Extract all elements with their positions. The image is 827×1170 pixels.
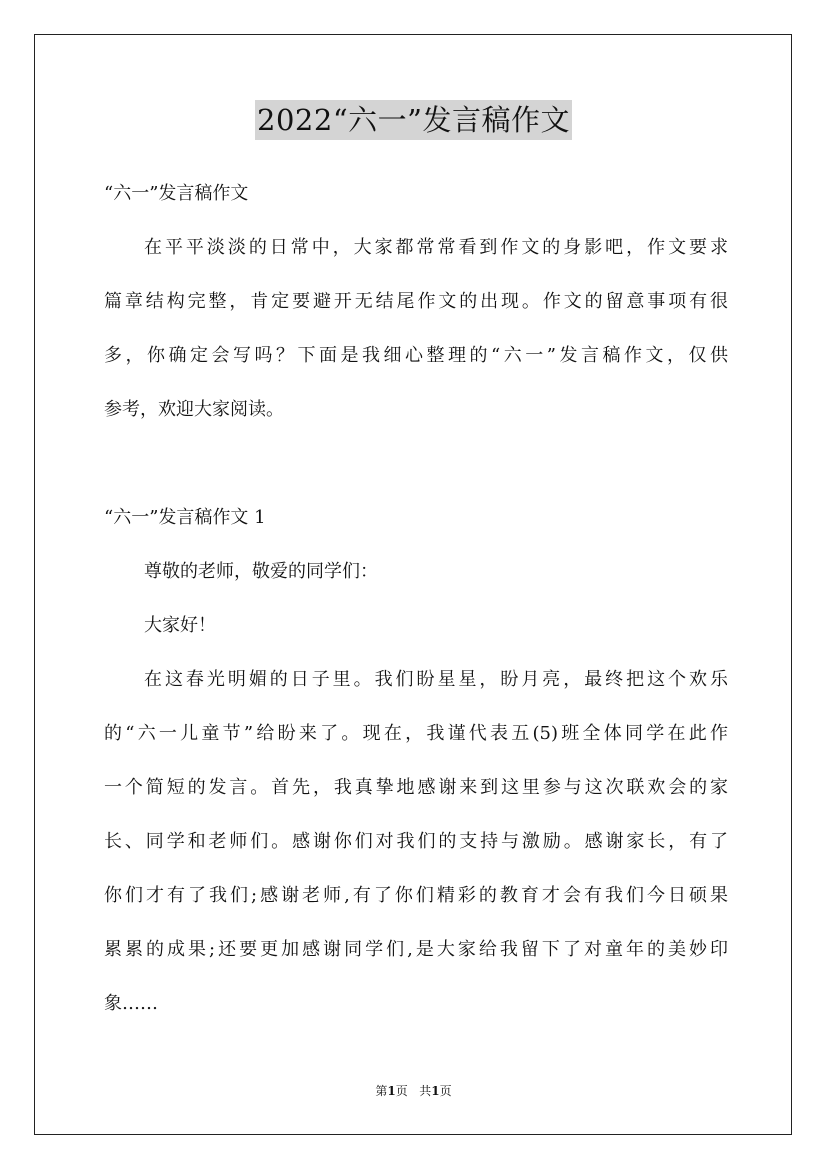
document-title: 2022“六一”发言稿作文 — [255, 100, 572, 140]
body-line-1: 在这春光明媚的日子里。我们盼星星，盼月亮，最终把这个欢乐 — [144, 669, 728, 690]
greeting: 大家好！ — [144, 615, 216, 636]
body-line-7: 象…… — [104, 993, 158, 1014]
page-number: 1 — [387, 1084, 396, 1098]
salutation: 尊敬的老师，敬爱的同学们： — [144, 561, 378, 582]
section-heading: “六一”发言稿作文 1 — [104, 507, 266, 528]
intro-line-1: 在平平淡淡的日常中，大家都常常看到作文的身影吧，作文要求 — [144, 237, 728, 258]
total-prefix: 共 — [419, 1084, 432, 1098]
body-line-6: 累累的成果;还要更加感谢同学们,是大家给我留下了对童年的美妙印 — [104, 939, 728, 960]
intro-line-2: 篇章结构完整，肯定要避开无结尾作文的出现。作文的留意事项有很 — [104, 291, 728, 312]
total-suffix: 页 — [439, 1084, 452, 1098]
total-pages: 1 — [431, 1084, 440, 1098]
body-line-5: 你们才有了我们;感谢老师,有了你们精彩的教育才会有我们今日硕果 — [104, 885, 728, 906]
body-line-4: 长、同学和老师们。感谢你们对我们的支持与激励。感谢家长，有了 — [104, 831, 728, 852]
page-suffix: 页 — [395, 1084, 408, 1098]
page-footer — [0, 1082, 827, 1100]
body-line-2: 的“六一儿童节”给盼来了。现在，我谨代表五(5)班全体同学在此作 — [104, 723, 728, 744]
page-prefix: 第 — [375, 1084, 388, 1098]
body-line-3: 一个简短的发言。首先，我真挚地感谢来到这里参与这次联欢会的家 — [104, 777, 728, 798]
intro-line-3: 多，你确定会写吗？下面是我细心整理的“六一”发言稿作文，仅供 — [104, 345, 728, 366]
subtitle: “六一”发言稿作文 — [104, 183, 249, 204]
title-container — [0, 100, 827, 140]
intro-line-4: 参考，欢迎大家阅读。 — [104, 399, 284, 420]
